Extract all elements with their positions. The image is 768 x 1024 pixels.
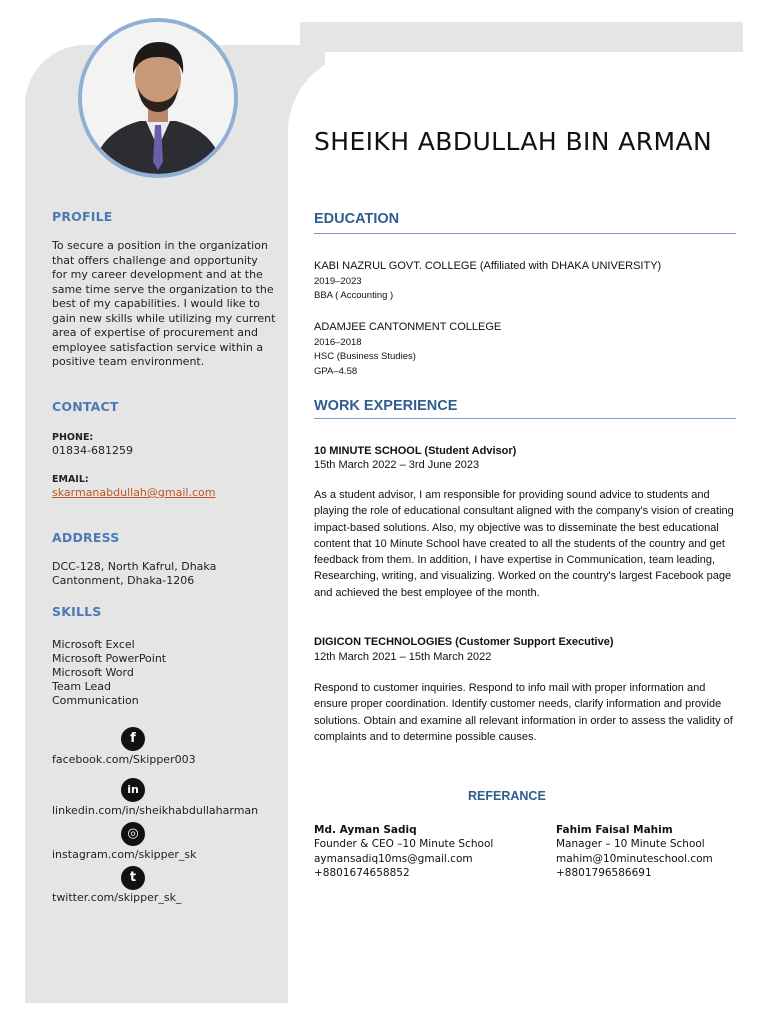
reference-role: Founder & CEO –10 Minute School [314,838,494,851]
education-gpa: GPA–4.58 [314,366,358,377]
job-title: 10 MINUTE SCHOOL (Student Advisor) [314,445,517,457]
job-title: DIGICON TECHNOLOGIES (Customer Support Executive) [314,636,614,648]
reference-email[interactable]: mahim@10minuteschool.com [556,852,713,865]
contact-heading: CONTACT [52,399,119,414]
job-dates: 12th March 2021 – 15th March 2022 [314,651,492,663]
linkedin-link[interactable]: linkedin.com/in/sheikhabdullaharman [52,804,259,817]
twitter-link[interactable]: twitter.com/skipper_sk_ [52,891,182,904]
job-dates: 15th March 2022 – 3rd June 2023 [314,459,480,471]
job-description: Respond to customer inquiries. Respond to info mail with proper information and ensure proper coordination. Identify customer needs, clarify information and provide solutions. Obtain and examine all relevant information in order to assess the validity of complaints and to determine possible causes. [314,682,733,743]
email-link[interactable]: skarmanabdullah@gmail.com [52,486,216,499]
education-school: ADAMJEE CANTONMENT COLLEGE [314,321,502,333]
education-degree: HSC (Business Studies) [314,351,416,362]
reference-phone: +8801674658852 [314,866,410,879]
reference-card [556,823,766,880]
education-school: KABI NAZRUL GOVT. COLLEGE (Affiliated with DHAKA UNIVERSITY) [314,260,662,272]
phone-label: PHONE: [52,432,94,443]
skill-item: Team Lead [52,680,111,693]
skill-item: Microsoft PowerPoint [52,652,167,665]
education-years: 2016–2018 [314,337,362,348]
address-heading: ADDRESS [52,530,120,545]
linkedin-icon[interactable]: in [121,778,145,802]
profile-photo [78,18,238,178]
facebook-link[interactable]: facebook.com/Skipper003 [52,753,196,766]
education-years: 2019–2023 [314,276,362,287]
address-line-2: Cantonment, Dhaka-1206 [52,574,195,587]
twitter-icon[interactable]: t [121,866,145,890]
phone-value: 01834-681259 [52,444,133,457]
skill-item: Communication [52,694,139,707]
address-line-1: DCC-128, North Kafrul, Dhaka [52,560,217,573]
instagram-link[interactable]: instagram.com/skipper_sk [52,848,197,861]
reference-email[interactable]: aymansadiq10ms@gmail.com [314,852,473,865]
reference-name: Fahim Faisal Mahim [556,824,673,836]
header-strip [300,22,743,52]
reference-heading: REFERANCE [468,789,546,803]
reference-name: Md. Ayman Sadiq [314,824,417,836]
skill-item: Microsoft Word [52,666,134,679]
reference-card [314,823,524,880]
skills-heading: SKILLS [52,604,102,619]
profile-heading: PROFILE [52,209,113,224]
person-silhouette-icon [82,22,234,174]
profile-text: To secure a position in the organization that offers challenge and opportunity for my career development and at the same time serve the organization to the best of my capabilities. I would like to gain new skills while utilizing my current area of expertise of procurement and employee satisfaction service within a positive team environment. [52,239,276,368]
section-divider [314,418,736,419]
section-divider [314,233,736,234]
education-degree: BBA ( Accounting ) [314,290,394,301]
work-heading: WORK EXPERIENCE [314,398,458,414]
education-heading: EDUCATION [314,211,400,227]
job-description: As a student advisor, I am responsible for providing sound advice to students and playing the role of educational consultant aligned with the company's vision of creating impact-based solutions. Also, my objective was to disseminate the best educational content that 10 Minute School have created to all the students of the country and get feedback from them. In addition, I have expertise in Communication, team leading, Researching, writing, and visualizing. Worked on the country's largest Facebook page and achieved the best employee of the month. [314,489,734,599]
reference-phone: +8801796586691 [556,866,652,879]
facebook-icon[interactable]: f [121,727,145,751]
reference-role: Manager – 10 Minute School [556,838,705,851]
full-name: SHEIKH ABDULLAH BIN ARMAN [314,127,713,156]
instagram-icon[interactable]: ◎ [121,822,145,846]
skill-item: Microsoft Excel [52,638,135,651]
email-label: EMAIL: [52,474,89,485]
